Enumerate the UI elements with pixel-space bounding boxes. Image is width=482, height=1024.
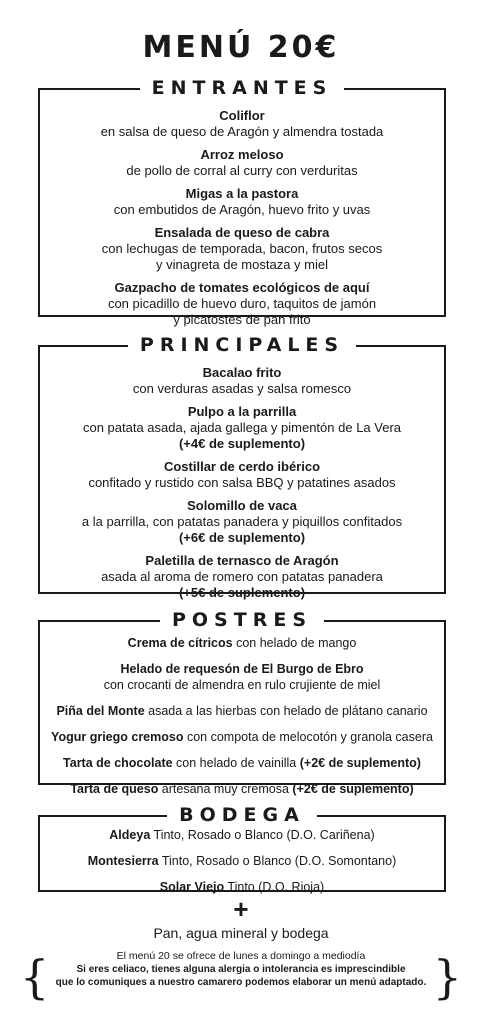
- menu-item: [40, 703, 444, 719]
- left-brace-icon: {: [20, 950, 50, 1004]
- footer-notes: [20, 950, 462, 1004]
- dish-desc: y vinagreta de mostaza y miel: [156, 257, 328, 272]
- menu-item: [40, 147, 444, 179]
- dish-name: Gazpacho de tomates ecológicos de aquí: [114, 280, 370, 295]
- menu-item: [40, 186, 444, 218]
- wine-name: Aldeya: [109, 828, 151, 842]
- section-entrantes: [38, 77, 446, 327]
- dish-desc: a la parrilla, con patatas panadera y piquillos confitados: [81, 514, 403, 529]
- dish-name: Costillar de cerdo ibérico: [163, 459, 321, 474]
- supplement: (+2€ de suplemento): [292, 782, 414, 796]
- section-postres: [38, 609, 446, 796]
- menu-item: [40, 661, 444, 693]
- section-heading: PRINCIPALES: [128, 332, 356, 358]
- wine-desc: Tinto, Rosado o Blanco (D.O. Somontano): [158, 854, 397, 868]
- menu-item: [40, 781, 444, 797]
- dish-desc: asada a las hierbas con helado de plátano canario: [144, 704, 428, 718]
- wine-name: Solar Viejo: [159, 880, 225, 894]
- menu-item: [40, 225, 444, 273]
- dish-desc: confitado y rustido con salsa BBQ y patatines asados: [88, 475, 396, 490]
- dish-desc: con picadillo de huevo duro, taquitos de jamón: [107, 296, 377, 311]
- section-principales: [38, 334, 446, 600]
- supplement: (+5€ de suplemento): [178, 585, 306, 600]
- dish-name: Piña del Monte: [56, 704, 145, 718]
- menu-title: MENÚ 20€: [142, 30, 340, 65]
- dish-name: Helado de requesón de El Burgo de Ebro: [120, 662, 364, 676]
- dish-name: Pulpo a la parrilla: [187, 404, 297, 419]
- section-heading: ENTRANTES: [140, 75, 345, 101]
- section-bodega: [38, 804, 446, 894]
- menu-item: [40, 553, 444, 601]
- note-allergy: Si eres celiaco, tienes alguna alergia o intolerancia es imprescindible: [76, 964, 406, 975]
- dish-name: Solomillo de vaca: [187, 498, 297, 513]
- wine-name: Montesierra: [87, 854, 159, 868]
- dish-desc: con compota de melocotón y granola casera: [183, 730, 433, 744]
- dish-desc: con embutidos de Aragón, huevo frito y uvas: [113, 202, 371, 217]
- menu-item: [40, 280, 444, 328]
- dish-desc: con helado de mango: [232, 636, 357, 650]
- menu-item: [40, 459, 444, 491]
- menu-item: [40, 729, 444, 745]
- wine-item: [40, 879, 444, 895]
- dish-desc: con helado de vainilla: [172, 756, 300, 770]
- wine-item: [40, 853, 444, 869]
- dish-name: Yogur griego cremoso: [51, 730, 184, 744]
- menu-item: [40, 404, 444, 452]
- dish-desc: y picatostes de pan frito: [173, 312, 311, 327]
- note-allergy-2: que lo comuniques a nuestro camarero podemos elaborar un menú adaptado.: [55, 977, 427, 988]
- menu-item: [40, 365, 444, 397]
- dish-desc: de pollo de corral al curry con verduritas: [126, 163, 358, 178]
- dish-name: Coliflor: [219, 108, 265, 123]
- supplement: (+4€ de suplemento): [178, 436, 306, 451]
- wine-desc: Tinto, Rosado o Blanco (D.O. Cariñena): [150, 828, 375, 842]
- dish-name: Bacalao frito: [202, 365, 282, 380]
- dish-desc: con verduras asadas y salsa romesco: [132, 381, 352, 396]
- section-heading: BODEGA: [167, 802, 317, 828]
- menu-item: [40, 755, 444, 771]
- dish-desc: con patata asada, ajada gallega y pimentón de La Vera: [82, 420, 402, 435]
- dish-name: Paletilla de ternasco de Aragón: [145, 553, 339, 568]
- dish-desc: con crocanti de almendra en rulo crujiente de miel: [103, 678, 381, 692]
- dish-desc: asada al aroma de romero con patatas panadera: [101, 569, 383, 584]
- section-heading: POSTRES: [160, 607, 324, 633]
- dish-name: Ensalada de queso de cabra: [154, 225, 330, 240]
- dish-name: Migas a la pastora: [185, 186, 299, 201]
- dish-desc: con lechugas de temporada, bacon, frutos secos: [101, 241, 383, 256]
- supplement: (+2€ de suplemento): [299, 756, 421, 770]
- wine-desc: Tinto (D.O. Rioja): [224, 880, 325, 894]
- included-extras: Pan, agua mineral y bodega: [153, 925, 329, 941]
- dish-name: Arroz meloso: [200, 147, 284, 162]
- dish-name: Tarta de chocolate: [63, 756, 173, 770]
- menu-item: [40, 108, 444, 140]
- menu-item: [40, 498, 444, 546]
- right-brace-icon: }: [432, 950, 462, 1004]
- plus-icon: +: [233, 894, 249, 924]
- dish-name: Crema de cítricos: [127, 636, 233, 650]
- dish-desc: artesana muy cremosa: [158, 782, 293, 796]
- menu-item: [40, 635, 444, 651]
- supplement: (+6€ de suplemento): [178, 530, 306, 545]
- dish-desc: en salsa de queso de Aragón y almendra tostada: [100, 124, 384, 139]
- note-schedule: El menú 20 se ofrece de lunes a domingo a mediodía: [116, 950, 366, 962]
- wine-item: [40, 827, 444, 843]
- dish-name: Tarta de queso: [70, 782, 159, 796]
